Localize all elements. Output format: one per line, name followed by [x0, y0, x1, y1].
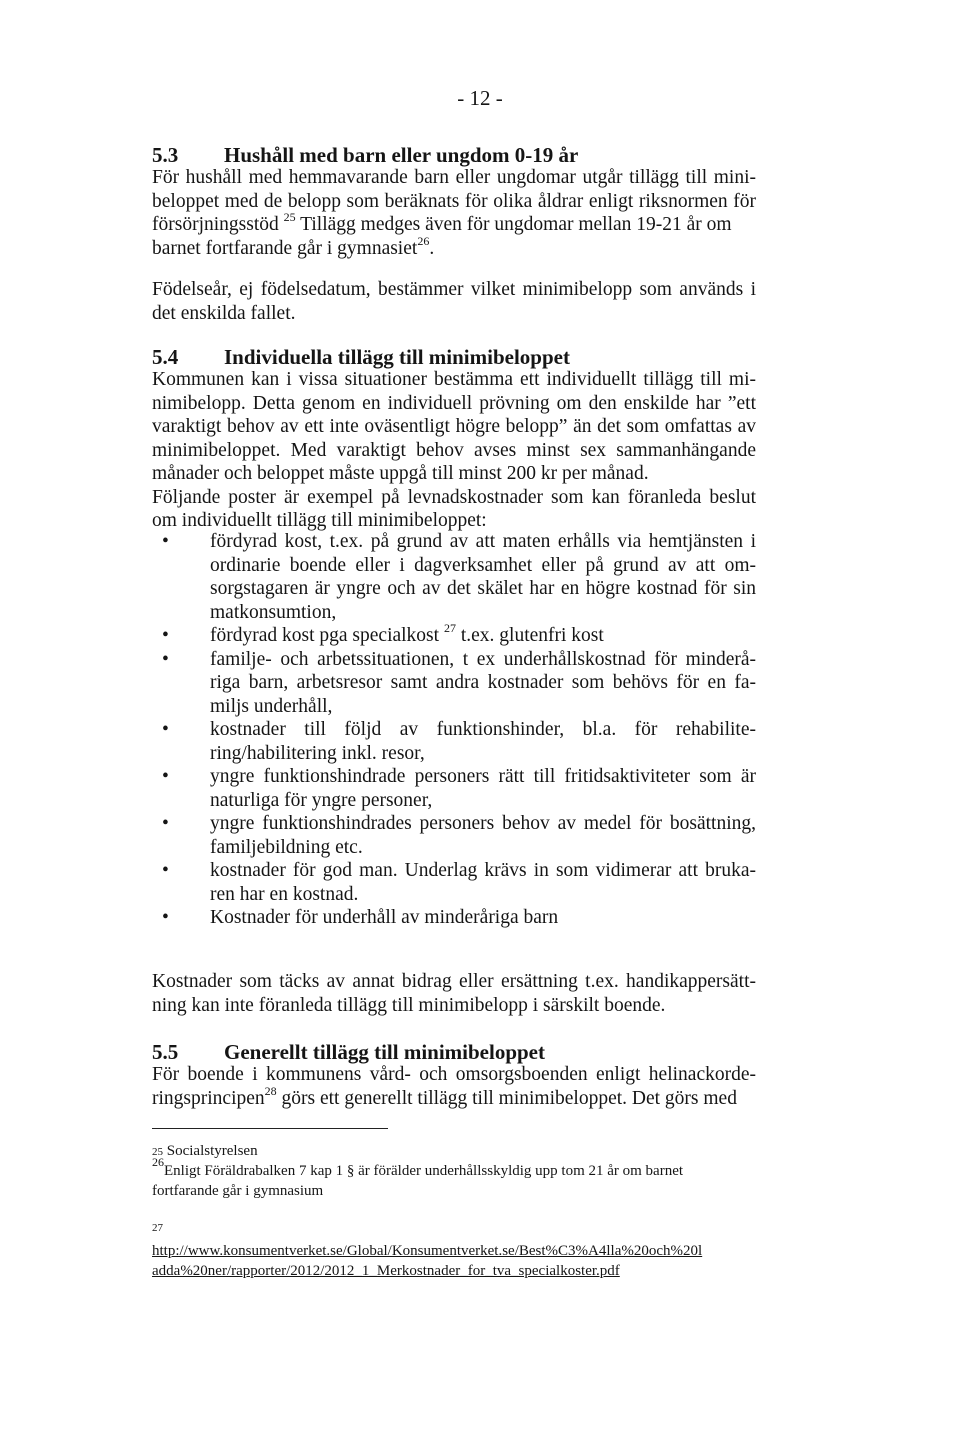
- footnote-number: 26: [152, 1155, 164, 1169]
- text-line: ren har en kostnad.: [210, 883, 359, 905]
- text-line: [152, 210, 756, 237]
- text-line: [210, 621, 756, 648]
- footnote-ref: 28: [264, 1083, 277, 1098]
- text-line: Kostnader för underhåll av minderåriga barn: [210, 907, 559, 928]
- text-line: beloppet med de belopp som beräknats för olika åldrar enligt riksnormen för: [152, 190, 756, 212]
- text-line: Kostnader som täcks av annat bidrag eller ersättning t.ex. handikappersätt-: [152, 971, 756, 992]
- footnote-link-line[interactable]: adda%20ner/rapporter/2012/2012_1_Merkostnader_for_tva_specialkoster.pdf: [152, 1263, 620, 1279]
- section-heading-5-4: [152, 345, 570, 370]
- text-line: [152, 1083, 756, 1111]
- text-line: naturliga för yngre personer,: [210, 789, 433, 811]
- list-item: [152, 906, 756, 930]
- footnote-27: [152, 1218, 163, 1238]
- bullet-icon: •: [162, 907, 169, 928]
- section-heading-5-3: [152, 143, 578, 168]
- text-fragment: ringsprincipen: [152, 1087, 265, 1109]
- section-title: Generellt tillägg till minimibeloppet: [224, 1040, 545, 1064]
- list-item: [152, 765, 756, 812]
- page-number: - 12 -: [457, 86, 503, 110]
- text-fragment: görs ett generellt tillägg till minimibeloppet. Det görs med: [276, 1087, 737, 1109]
- text-fragment: barnet fortfarande går i gymnasiet: [152, 237, 418, 259]
- bullet-icon: •: [162, 719, 169, 740]
- list-item: [152, 621, 756, 648]
- paragraph-5-3-2: [152, 278, 756, 325]
- footnote-link-line[interactable]: http://www.konsumentverket.se/Global/Konsumentverket.se/Best%C3%A4lla%20och%20l: [152, 1243, 703, 1259]
- footnote-text: Socialstyrelsen: [163, 1143, 258, 1159]
- bullet-icon: •: [162, 813, 169, 834]
- bullet-icon: •: [162, 860, 169, 881]
- footnote-ref: 26: [417, 233, 430, 248]
- section-title: Individuella tillägg till minimibeloppet: [224, 345, 570, 369]
- footnote-27-url[interactable]: [152, 1241, 702, 1281]
- text-line: [152, 233, 756, 261]
- text-line: För hushåll med hemmavarande barn eller ungdomar utgår tillägg till mini-: [152, 167, 756, 188]
- footnote-26: [152, 1155, 684, 1201]
- section-title: Hushåll med barn eller ungdom 0-19 år: [224, 143, 579, 167]
- text-line: riga barn, arbetsresor samt andra kostnader som behövs för en fa-: [210, 672, 756, 693]
- bullet-icon: •: [162, 648, 169, 670]
- paragraph-5-5-1: [152, 1063, 756, 1110]
- text-line: det enskilda fallet.: [152, 302, 296, 324]
- section-number: 5.5: [152, 1040, 179, 1064]
- footnote-separator: [152, 1128, 388, 1129]
- list-item: [152, 859, 756, 906]
- footnote-line: fortfarande går i gymnasium: [152, 1183, 324, 1199]
- text-line: om individuellt tillägg till minimibeloppet:: [152, 510, 487, 531]
- text-line: sorgstagaren är yngre och av det skälet har en högre kostnad för sin: [210, 578, 756, 599]
- bullet-icon: •: [162, 625, 169, 646]
- bullet-icon: •: [162, 766, 169, 787]
- text-line: matkonsumtion,: [210, 601, 337, 623]
- text-line: ning kan inte föranleda tillägg till minimibelopp i särskilt boende.: [152, 994, 666, 1016]
- text-line: yngre funktionshindrades personers behov av medel för bosättning,: [210, 813, 756, 834]
- list-item: [152, 718, 756, 765]
- footnote-ref: 25: [283, 210, 296, 224]
- text-line: kostnader till följd av funktionshinder, bl.a. för rehabilite-: [210, 719, 756, 740]
- text-line: Kommunen kan i vissa situationer bestämma ett individuellt tillägg till mi-: [152, 369, 756, 390]
- expense-list: [152, 530, 756, 930]
- list-item: [152, 812, 756, 859]
- paragraph-5-4-2: [152, 970, 756, 1017]
- text-line: familjebildning etc.: [210, 836, 363, 858]
- text-line: yngre funktionshindrade personers rätt till fritidsaktiviteter som är: [210, 766, 756, 787]
- text-fragment: .: [429, 237, 435, 259]
- footnote-ref: 27: [443, 621, 456, 635]
- footnote-line: [152, 1155, 684, 1181]
- footnote-line: [152, 1141, 258, 1162]
- section-number: 5.4: [152, 345, 179, 369]
- text-fragment: Tillägg medges även för ungdomar mellan 19-21 år om: [295, 214, 732, 235]
- text-line: familje- och arbetssituationen, t ex underhållskostnad för minderå-: [210, 648, 756, 670]
- footnote-text: Enligt Föräldrabalken 7 kap 1 § är förälder underhållsskyldig upp tom 21 år om barnet: [164, 1163, 684, 1179]
- footnote-number: 25: [152, 1146, 163, 1158]
- text-line: minimibeloppet. Med varaktigt behov avses minst sex sammanhängande: [152, 439, 756, 461]
- text-line: ordinarie boende eller i dagverksamhet eller på grund av att om-: [210, 554, 756, 576]
- text-line: månader och beloppet måste uppgå till minst 200 kr per månad.: [152, 463, 649, 484]
- text-line: fördyrad kost, t.ex. på grund av att maten erhålls via hemtjänsten i: [210, 531, 756, 552]
- paragraph-5-4-1: [152, 368, 756, 533]
- text-line: miljs underhåll,: [210, 695, 333, 717]
- text-line: nimibelopp. Detta genom en individuell prövning om den enskilde har ”ett: [152, 392, 756, 414]
- text-line: Födelseår, ej födelsedatum, bestämmer vilket minimibelopp som används i: [152, 279, 756, 300]
- text-line: kostnader för god man. Underlag krävs in som vidimerar att bruka-: [210, 860, 756, 881]
- text-line: varaktigt behov av ett inte oväsentligt högre belopp” än det som omfattas av: [152, 416, 756, 437]
- section-number: 5.3: [152, 143, 179, 167]
- bullet-icon: •: [162, 531, 169, 552]
- text-fragment: fördyrad kost pga specialkost: [210, 625, 440, 646]
- section-heading-5-5: [152, 1040, 545, 1065]
- text-line: Följande poster är exempel på levnadskostnader som kan föranleda beslut: [152, 486, 756, 508]
- text-fragment: t.ex. glutenfri kost: [455, 625, 604, 646]
- footnote-number: 27: [152, 1222, 163, 1234]
- text-line: ring/habilitering inkl. resor,: [210, 742, 425, 764]
- list-item: [152, 530, 756, 624]
- paragraph-5-3-1: [152, 166, 756, 260]
- list-item: [152, 648, 756, 719]
- text-fragment: försörjningsstöd: [152, 214, 279, 235]
- footnote-25: [152, 1141, 258, 1162]
- text-line: För boende i kommunens vård- och omsorgsboenden enligt helinackorde-: [152, 1064, 756, 1085]
